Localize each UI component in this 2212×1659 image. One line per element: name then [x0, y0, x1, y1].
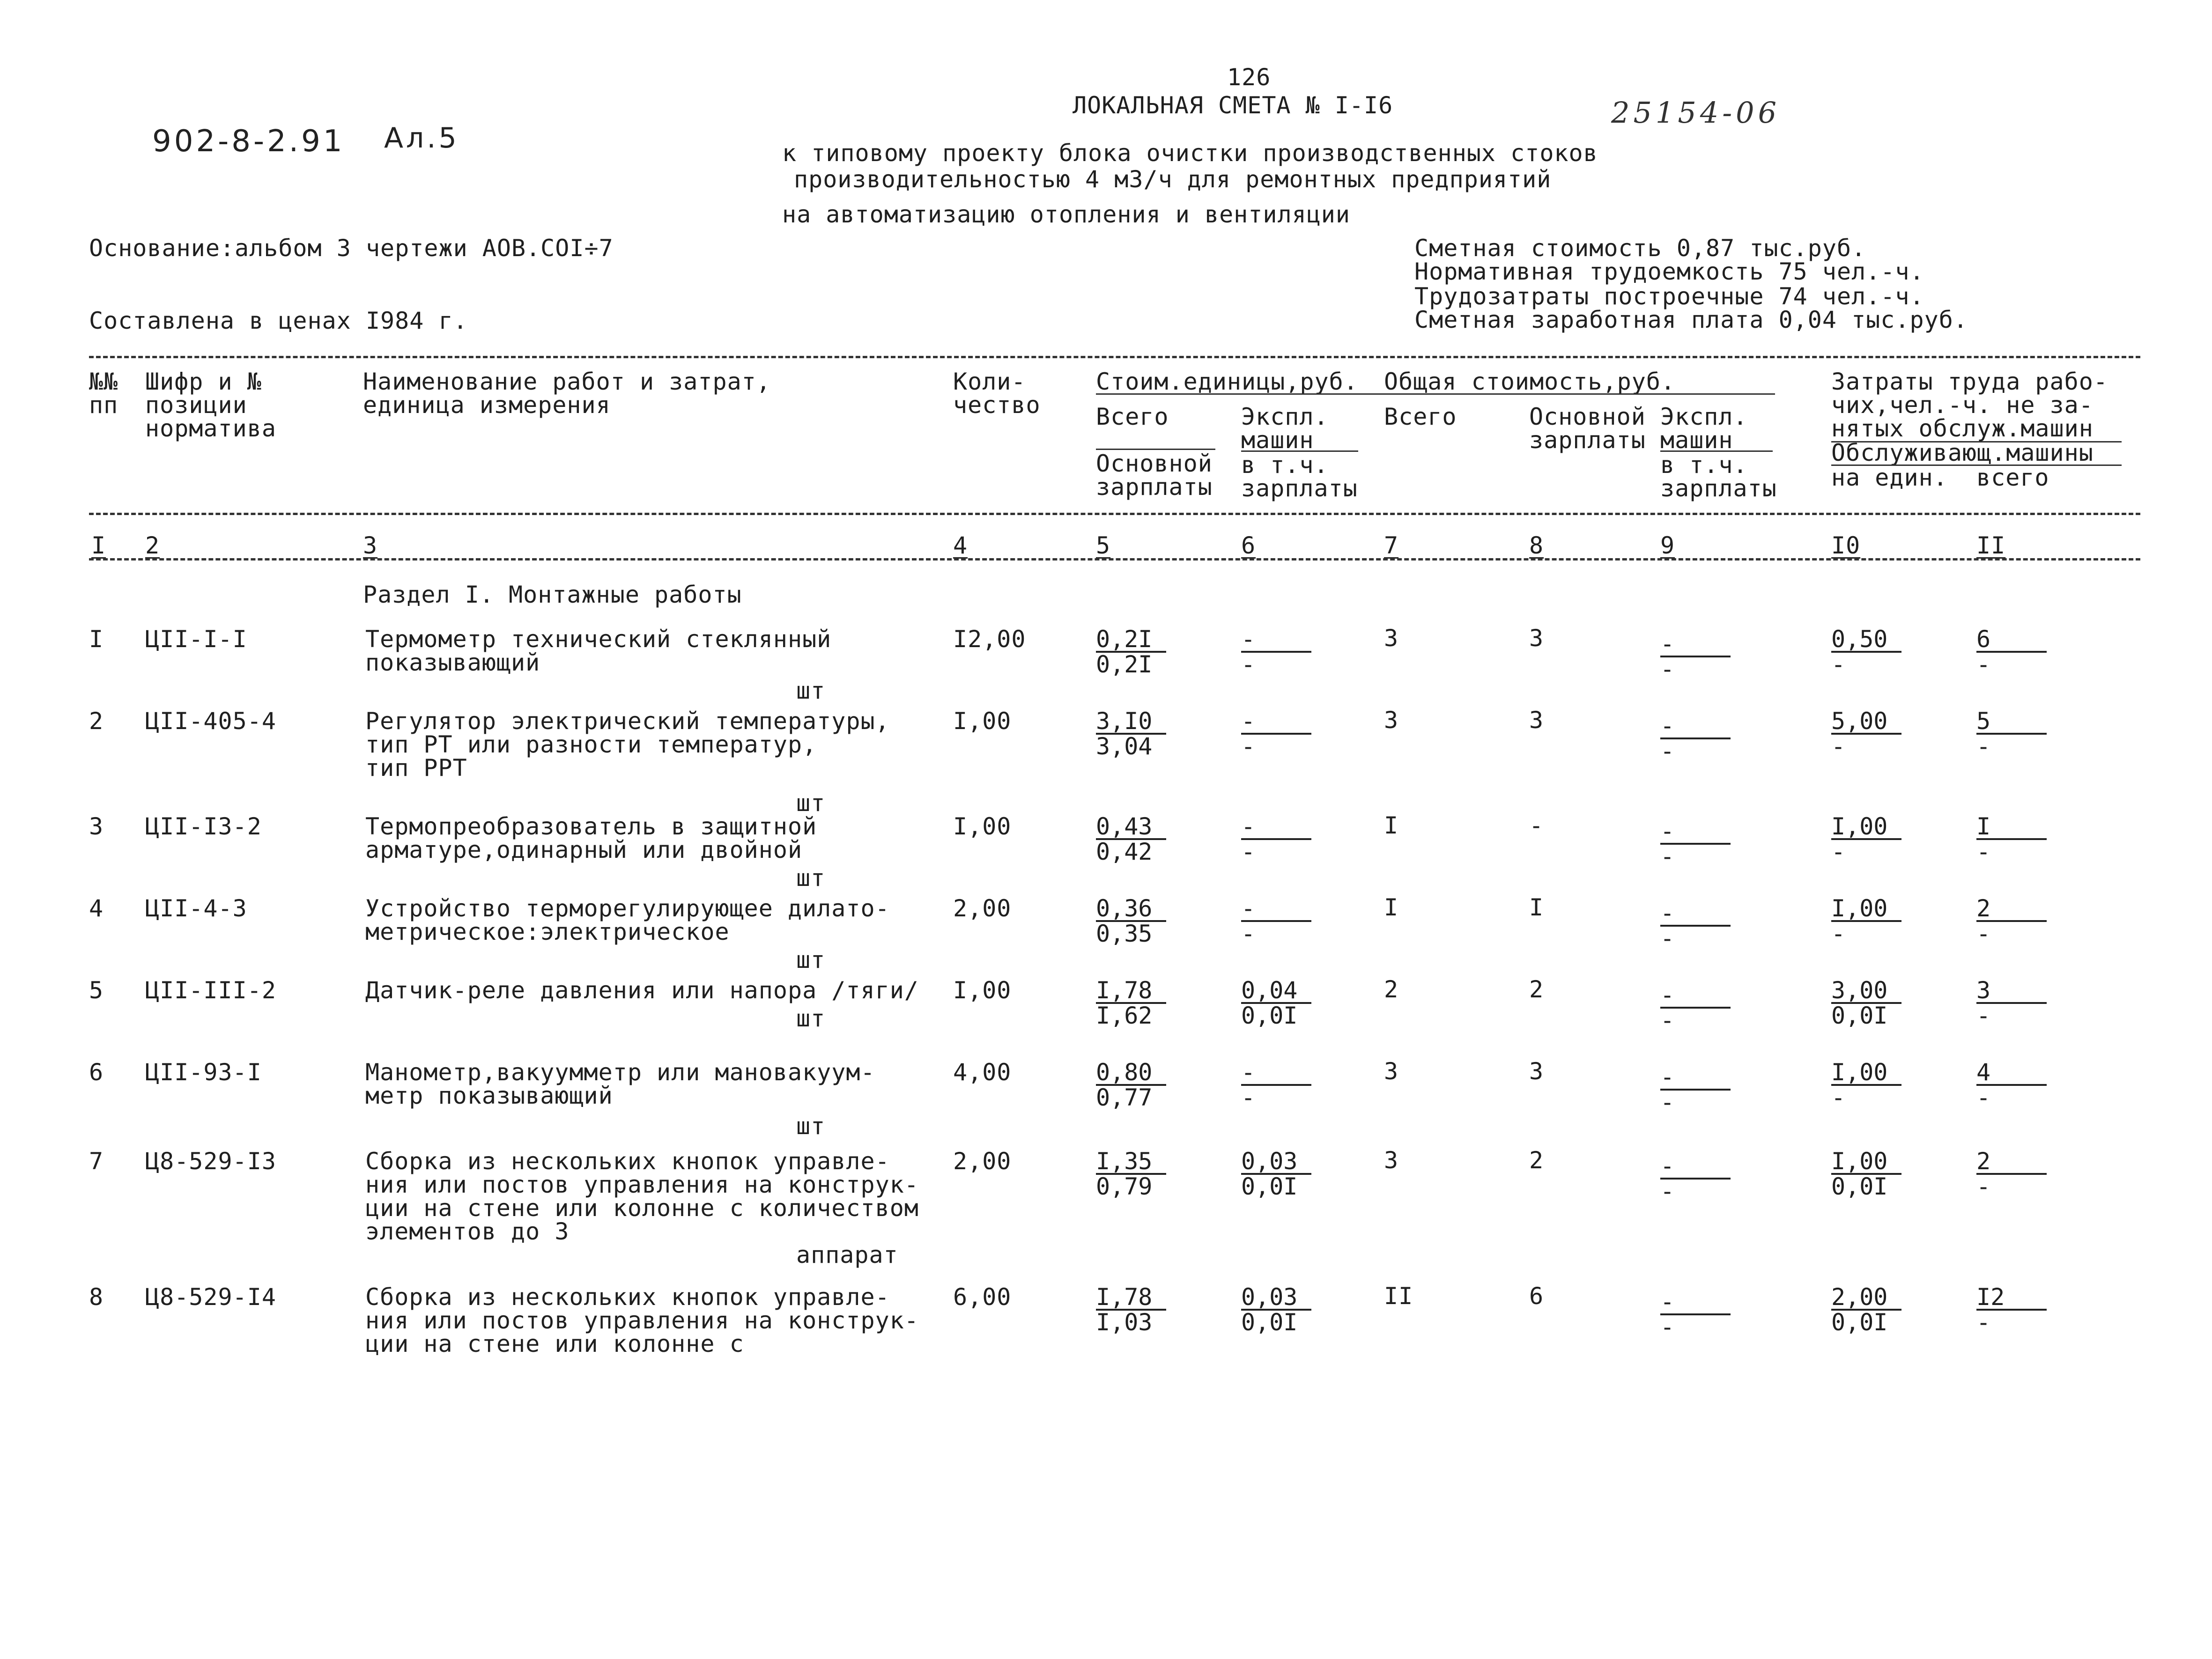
row-unit: шт [796, 1113, 826, 1140]
row-unit-machine-cost-denominator: 0,0I [1241, 1002, 1298, 1029]
summary-wages: Сметная заработная плата 0,04 тыс.руб. [1414, 306, 1968, 333]
row-total: 3 [1384, 707, 1399, 734]
row-labor-total-numerator: I2 [1976, 1285, 2047, 1311]
row-total-wage: 6 [1529, 1283, 1544, 1310]
row-labor-unit-numerator: 5,00 [1831, 709, 1901, 735]
row-unit-cost [1096, 1061, 1166, 1109]
column-number: 7 [1384, 532, 1399, 559]
row-unit-cost [1096, 1150, 1166, 1198]
row-labor-unit-numerator: 2,00 [1831, 1285, 1901, 1311]
row-labor-total-denominator: - [1976, 1002, 1991, 1029]
row-labor-total-denominator: - [1976, 733, 1991, 760]
row-code: Ц8-529-I4 [145, 1283, 276, 1311]
row-quantity: I,00 [953, 708, 1012, 735]
col-header-code: Шифр и № позиции норматива [145, 368, 276, 442]
row-number: 3 [89, 813, 104, 840]
row-total-wage: I [1529, 894, 1544, 921]
row-total-machine-cost-numerator: - [1660, 819, 1731, 845]
row-total-machine-cost-denominator: - [1660, 1313, 1675, 1341]
row-total-machine-cost-numerator: - [1660, 1154, 1731, 1180]
row-unit-machine-cost-numerator: 0,03 [1241, 1150, 1311, 1175]
row-name: Датчик-реле давления или напора /тяги/ [365, 977, 919, 1004]
row-name: Регулятор электрический температуры, тип РТ или разности температур, тип РРТ [365, 708, 890, 782]
col-header-unit-machine-wage: в т.ч. зарплаты [1241, 451, 1358, 502]
row-labor-total [1976, 897, 2047, 945]
row-total-wage: 2 [1529, 1147, 1544, 1174]
row-labor-unit-denominator: - [1831, 1084, 1846, 1111]
row-number: I [89, 626, 104, 653]
row-unit-machine-cost-denominator: - [1241, 920, 1256, 947]
col-group-unit-cost: Стоим.единицы,руб. [1096, 368, 1358, 395]
col-header-quantity: Коли- чество [953, 368, 1041, 419]
column-number: II [1976, 532, 2006, 559]
row-total-machine-cost-denominator: - [1660, 656, 1675, 683]
row-quantity: 4,00 [953, 1059, 1012, 1086]
row-total-machine-cost-denominator: - [1660, 843, 1675, 870]
col-header-total: Всего [1384, 403, 1457, 430]
summary-cost: Сметная стоимость 0,87 тыс.руб. [1414, 235, 1866, 262]
row-name: Термометр технический стеклянный показывающий [365, 626, 832, 676]
row-code: ЦII-I-I [145, 626, 247, 653]
row-unit-machine-cost [1241, 627, 1311, 676]
row-total: 3 [1384, 1058, 1399, 1085]
row-total-machine-cost-numerator: - [1660, 1065, 1731, 1091]
row-unit-cost-denominator: I,62 [1096, 1002, 1153, 1029]
row-name: Сборка из нескольких кнопок управле- ния или постов управления на конструк- ции на стене или колонне с количеством элементов до 3 [365, 1148, 919, 1245]
row-total-machine-cost-numerator: - [1660, 1290, 1731, 1315]
row-unit-machine-cost [1241, 897, 1311, 945]
row-labor-total-numerator: 4 [1976, 1061, 2047, 1086]
row-total-machine-cost [1660, 983, 1731, 1032]
row-unit-machine-cost-numerator: - [1241, 627, 1311, 653]
page-number: 126 [1227, 64, 1271, 91]
row-total: I [1384, 812, 1399, 839]
row-unit-machine-cost-denominator: - [1241, 838, 1256, 865]
row-labor-total [1976, 709, 2047, 758]
row-labor-unit-denominator: 0,0I [1831, 1309, 1888, 1336]
row-unit-cost-denominator: 0,77 [1096, 1084, 1153, 1111]
row-number: 2 [89, 708, 104, 735]
row-total: 3 [1384, 1147, 1399, 1174]
row-labor-total-denominator: - [1976, 1309, 1991, 1336]
row-code: Ц8-529-I3 [145, 1148, 276, 1175]
row-unit-cost-denominator: 0,42 [1096, 838, 1153, 865]
col-header-unit-total: Всего [1096, 403, 1169, 430]
row-labor-total [1976, 1061, 2047, 1109]
col-header-total-wage: Основной зарплаты [1529, 403, 1646, 454]
row-unit-cost [1096, 979, 1166, 1027]
row-unit: шт [796, 1005, 826, 1032]
row-labor-total-denominator: - [1976, 651, 1991, 678]
row-quantity: I2,00 [953, 626, 1026, 653]
row-labor-total-numerator: 3 [1976, 979, 2047, 1004]
column-number: I0 [1831, 532, 1861, 559]
column-number: 5 [1096, 532, 1111, 559]
row-total-machine-cost-denominator: - [1660, 1178, 1675, 1205]
row-unit-machine-cost [1241, 1285, 1311, 1334]
row-labor-unit-denominator: - [1831, 651, 1846, 678]
row-unit-cost-denominator: I,03 [1096, 1309, 1153, 1336]
column-number: 9 [1660, 532, 1675, 559]
row-unit-machine-cost-numerator: - [1241, 897, 1311, 922]
row-unit: шт [796, 946, 826, 973]
row-total-wage: 3 [1529, 1058, 1544, 1085]
row-labor-total-denominator: - [1976, 1173, 1991, 1200]
row-unit-machine-cost [1241, 979, 1311, 1027]
row-total-machine-cost [1660, 901, 1731, 950]
col-group-rule [1096, 393, 1775, 395]
row-unit: шт [796, 789, 826, 817]
col-header-number: №№ пп [89, 368, 118, 419]
row-labor-total [1976, 627, 2047, 676]
row-labor-unit-numerator: I,00 [1831, 1150, 1901, 1175]
row-number: 6 [89, 1059, 104, 1086]
row-labor-unit-denominator: - [1831, 920, 1846, 947]
row-unit: шт [796, 677, 826, 704]
row-unit-cost-numerator: 0,2I [1096, 627, 1166, 653]
row-labor-total-denominator: - [1976, 838, 1991, 865]
col-header-labor-total: всего [1976, 464, 2049, 491]
row-labor-total-denominator: - [1976, 920, 1991, 947]
row-unit-machine-cost-numerator: - [1241, 709, 1311, 735]
row-number: 5 [89, 977, 104, 1004]
row-labor-total-denominator: - [1976, 1084, 1991, 1111]
row-unit-machine-cost-denominator: 0,0I [1241, 1173, 1298, 1200]
row-number: 7 [89, 1148, 104, 1175]
row-unit-machine-cost-denominator: - [1241, 733, 1256, 760]
document-title: ЛОКАЛЬНАЯ СМЕТА № I-I6 [1073, 92, 1393, 119]
subtitle-line-2: производительностью 4 м3/ч для ремонтных предприятий [794, 166, 1552, 193]
row-name: Устройство терморегулирующее дилато- метрическое:электрическое [365, 895, 890, 945]
row-unit-cost [1096, 815, 1166, 863]
row-labor-unit-numerator: 3,00 [1831, 979, 1901, 1004]
row-unit-machine-cost-numerator: - [1241, 815, 1311, 840]
row-unit-cost-numerator: 0,43 [1096, 815, 1166, 840]
handwritten-code: 25154-06 [1611, 96, 1781, 130]
row-unit-machine-cost-numerator: 0,04 [1241, 979, 1311, 1004]
handwritten-project-number: 902-8-2.91 [152, 124, 345, 159]
row-total-machine-cost-numerator: - [1660, 983, 1731, 1009]
handwritten-album-number: Ал.5 [384, 122, 459, 155]
row-labor-total [1976, 1285, 2047, 1334]
row-quantity: 6,00 [953, 1283, 1012, 1311]
row-unit-machine-cost [1241, 1150, 1311, 1198]
row-unit-machine-cost [1241, 1061, 1311, 1109]
row-unit-cost [1096, 1285, 1166, 1334]
row-total: 3 [1384, 625, 1399, 652]
row-total-machine-cost-denominator: - [1660, 737, 1675, 765]
row-code: ЦII-4-3 [145, 895, 247, 922]
row-unit: аппарат [796, 1241, 898, 1268]
row-labor-unit [1831, 1285, 1901, 1334]
row-labor-unit-numerator: 0,50 [1831, 627, 1901, 653]
row-labor-total-numerator: 5 [1976, 709, 2047, 735]
row-total: II [1384, 1283, 1413, 1310]
row-total-machine-cost-denominator: - [1660, 1089, 1675, 1116]
row-labor-total [1976, 979, 2047, 1027]
row-labor-unit-numerator: I,00 [1831, 1061, 1901, 1086]
col-header-total-machine-wage: в т.ч. зарплаты [1660, 451, 1777, 502]
summary-construction-labor: Трудозатраты построечные 74 чел.-ч. [1414, 283, 1924, 310]
row-unit-cost-denominator: 3,04 [1096, 733, 1153, 760]
column-number: I [91, 532, 106, 559]
column-number: 4 [953, 532, 968, 559]
row-unit-cost-numerator: 0,36 [1096, 897, 1166, 922]
row-name: Термопреобразователь в защитной арматуре,одинарный или двойной [365, 813, 817, 863]
col-header-unit-machine: Экспл. машин [1241, 403, 1329, 454]
table-header-rule [89, 513, 2140, 515]
row-total-machine-cost-denominator: - [1660, 1007, 1675, 1034]
row-labor-unit-numerator: I,00 [1831, 897, 1901, 922]
row-labor-total [1976, 815, 2047, 863]
col-header-labor-unit: на един. [1831, 464, 1948, 491]
row-number: 8 [89, 1283, 104, 1311]
column-number: 3 [363, 532, 378, 559]
row-labor-unit-numerator: I,00 [1831, 815, 1901, 840]
subtitle-line-1: к типовому проекту блока очистки производственных стоков [782, 140, 1598, 167]
col-group-labor-line3: Обслуживающ.машины [1831, 439, 2094, 466]
row-labor-unit [1831, 709, 1901, 758]
row-unit: шт [796, 864, 826, 892]
row-labor-unit-denominator: - [1831, 733, 1846, 760]
row-unit-machine-cost [1241, 815, 1311, 863]
row-total-machine-cost [1660, 819, 1731, 868]
row-labor-unit [1831, 897, 1901, 945]
row-unit-cost-denominator: 0,35 [1096, 920, 1153, 947]
row-total-machine-cost [1660, 1290, 1731, 1339]
row-total-machine-cost [1660, 1065, 1731, 1114]
row-unit-cost-numerator: I,35 [1096, 1150, 1166, 1175]
row-code: ЦII-I3-2 [145, 813, 262, 840]
row-name: Манометр,вакуумметр или мановакуум- метр показывающий [365, 1059, 875, 1109]
row-total: 2 [1384, 976, 1399, 1003]
row-total-machine-cost [1660, 1154, 1731, 1203]
row-number: 4 [89, 895, 104, 922]
row-unit-cost [1096, 627, 1166, 676]
col-group-labor-line2: нятых обслуж.машин [1831, 415, 2094, 442]
row-unit-cost-numerator: 0,80 [1096, 1061, 1166, 1086]
row-unit-cost-numerator: I,78 [1096, 979, 1166, 1004]
row-code: ЦII-93-I [145, 1059, 262, 1086]
row-quantity: I,00 [953, 977, 1012, 1004]
row-total-machine-cost-numerator: - [1660, 632, 1731, 657]
basis-line: Основание:альбом 3 чертежи АОВ.СОI÷7 [89, 235, 614, 262]
row-unit-cost [1096, 897, 1166, 945]
table-top-rule [89, 356, 2140, 358]
row-total: I [1384, 894, 1399, 921]
row-unit-cost-numerator: I,78 [1096, 1285, 1166, 1311]
row-unit-machine-cost-numerator: - [1241, 1061, 1311, 1086]
row-code: ЦII-405-4 [145, 708, 276, 735]
summary-labor: Нормативная трудоемкость 75 чел.-ч. [1414, 258, 1924, 285]
prices-line: Составлена в ценах I984 г. [89, 307, 468, 334]
subtitle-line-3: на автоматизацию отопления и вентиляции [782, 201, 1350, 228]
col-group-total-cost: Общая стоимость,руб. [1384, 368, 1676, 395]
row-name: Сборка из нескольких кнопок управле- ния или постов управления на конструк- ции на стене или колонне с [365, 1283, 919, 1357]
row-total-machine-cost [1660, 632, 1731, 681]
row-total-wage: - [1529, 812, 1544, 839]
row-labor-total [1976, 1150, 2047, 1198]
column-number: 2 [145, 532, 160, 559]
column-number: 8 [1529, 532, 1544, 559]
row-unit-machine-cost-numerator: 0,03 [1241, 1285, 1311, 1311]
col-header-total-machine: Экспл. машин [1660, 403, 1748, 454]
section-title: Раздел I. Монтажные работы [363, 581, 742, 608]
column-number-rule [89, 558, 2140, 560]
row-unit-machine-cost-denominator: 0,0I [1241, 1309, 1298, 1336]
row-labor-unit [1831, 815, 1901, 863]
row-labor-total-numerator: 2 [1976, 1150, 2047, 1175]
col-group-labor: Затраты труда рабо- чих,чел.-ч. не за- [1831, 368, 2108, 419]
row-labor-total-numerator: I [1976, 815, 2047, 840]
row-labor-unit-denominator: - [1831, 838, 1846, 865]
row-labor-unit [1831, 627, 1901, 676]
row-labor-unit [1831, 979, 1901, 1027]
row-labor-total-numerator: 6 [1976, 627, 2047, 653]
column-number: 6 [1241, 532, 1256, 559]
row-quantity: 2,00 [953, 1148, 1012, 1175]
row-quantity: 2,00 [953, 895, 1012, 922]
row-unit-machine-cost-denominator: - [1241, 1084, 1256, 1111]
row-unit-machine-cost-denominator: - [1241, 651, 1256, 678]
row-quantity: I,00 [953, 813, 1012, 840]
row-code: ЦII-III-2 [145, 977, 276, 1004]
row-total-machine-cost-numerator: - [1660, 901, 1731, 927]
row-total-wage: 3 [1529, 625, 1544, 652]
row-labor-unit [1831, 1150, 1901, 1198]
row-unit-cost-denominator: 0,79 [1096, 1173, 1153, 1200]
row-labor-unit-denominator: 0,0I [1831, 1002, 1888, 1029]
col-header-name: Наименование работ и затрат, единица измерения [363, 368, 771, 419]
row-unit-cost-denominator: 0,2I [1096, 651, 1153, 678]
row-total-wage: 3 [1529, 707, 1544, 734]
row-unit-cost [1096, 709, 1166, 758]
row-unit-cost-numerator: 3,I0 [1096, 709, 1166, 735]
row-total-machine-cost-numerator: - [1660, 714, 1731, 739]
row-labor-unit [1831, 1061, 1901, 1109]
row-total-machine-cost [1660, 714, 1731, 763]
row-unit-machine-cost [1241, 709, 1311, 758]
row-total-machine-cost-denominator: - [1660, 925, 1675, 952]
row-labor-unit-denominator: 0,0I [1831, 1173, 1888, 1200]
col-header-unit-wage: Основной зарплаты [1096, 450, 1213, 501]
row-total-wage: 2 [1529, 976, 1544, 1003]
row-labor-total-numerator: 2 [1976, 897, 2047, 922]
